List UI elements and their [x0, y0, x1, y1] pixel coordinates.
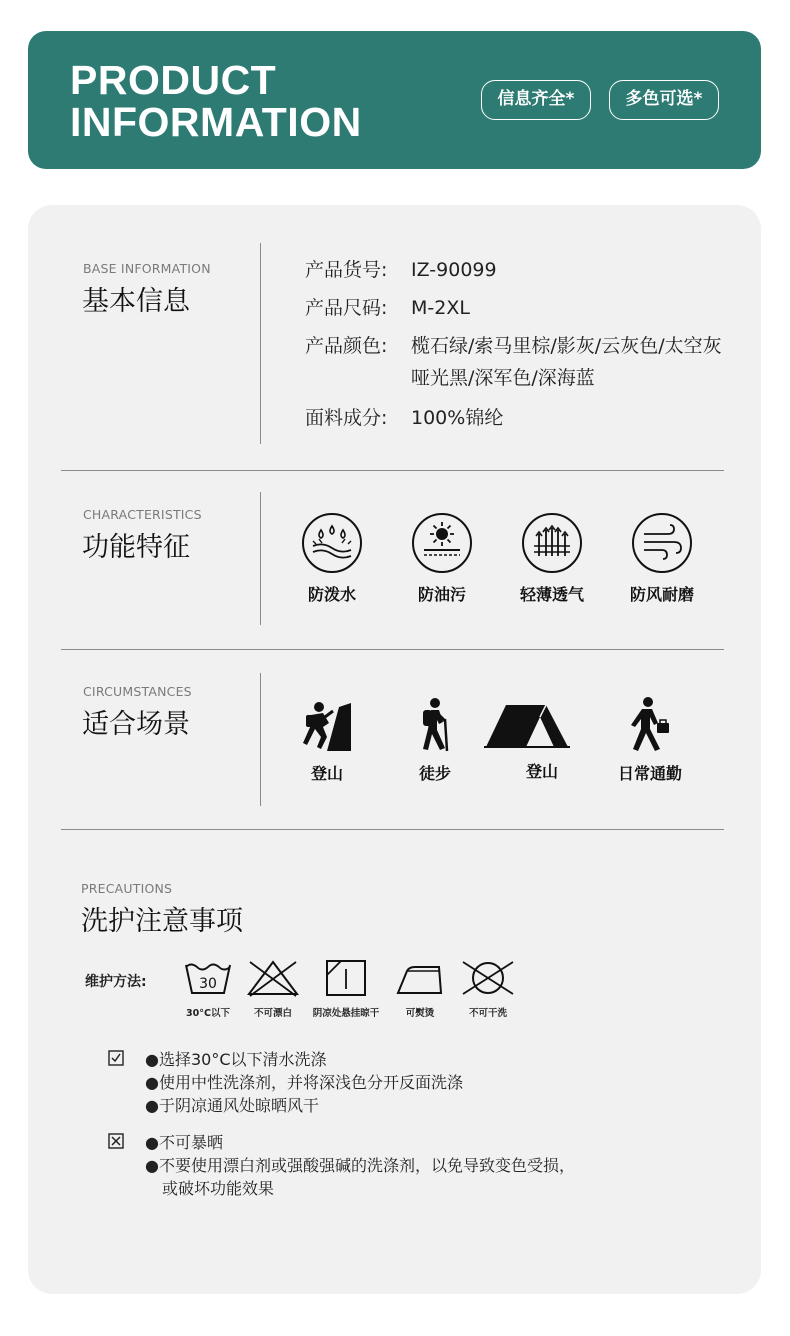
scene-climbing — [272, 695, 382, 784]
scene-label: 日常通勤 — [617, 764, 682, 783]
base-info-heading-en: BASE INFORMATION — [83, 261, 211, 276]
scene-label: 徒步 — [418, 764, 451, 783]
info-value: 榄石绿/索马里棕/影灰/云灰色/太空灰 — [411, 335, 722, 357]
feature-label: 防风耐磨 — [629, 585, 694, 604]
badge-multi-color: 多色可选* — [609, 80, 719, 120]
wash-temp-value: 30 — [199, 976, 217, 992]
care-caption: 可熨烫 — [405, 1008, 435, 1019]
info-value: 100%锦纶 — [411, 407, 504, 429]
iron-icon — [395, 959, 445, 997]
care-method-label: 维护方法: — [85, 974, 147, 990]
care-caption: 30°C以下 — [186, 1008, 230, 1019]
characteristics-heading-en: CHARACTERISTICS — [83, 507, 202, 522]
feature-label: 防油污 — [417, 585, 466, 604]
info-label: 产品尺码: — [305, 297, 388, 319]
scene-label: 登山 — [310, 764, 343, 783]
info-row-fabric — [305, 403, 503, 433]
divider-horizontal — [61, 470, 724, 471]
windproof-icon — [631, 512, 693, 574]
info-value: M-2XL — [411, 297, 470, 319]
care-dont-item: ●不要使用漂白剂或强酸强碱的洗涤剂，以免导致变色受损， — [145, 1156, 575, 1175]
info-label: 产品货号: — [305, 259, 388, 281]
care-no-bleach — [233, 959, 313, 1019]
divider-horizontal — [61, 649, 724, 650]
info-row-size — [305, 293, 470, 323]
divider-vertical — [260, 243, 261, 444]
info-label: 产品颜色: — [305, 335, 388, 357]
care-line-dry-shade — [306, 959, 386, 1019]
tent-icon — [484, 697, 570, 753]
info-value: IZ-90099 — [411, 259, 497, 281]
page-title — [70, 59, 362, 143]
info-row-color — [305, 331, 722, 361]
no-bleach-icon — [246, 959, 300, 997]
feature-oil-resistant — [387, 512, 497, 605]
care-do-item: ●使用中性洗涤剂，并将深浅色分开反面洗涤 — [145, 1073, 463, 1092]
hiking-icon — [405, 695, 465, 755]
water-repellent-icon — [301, 512, 363, 574]
no-dry-clean-icon — [460, 959, 516, 997]
scene-hiking — [380, 695, 490, 784]
care-dont-item: ●不可暴晒 — [145, 1133, 223, 1152]
divider-horizontal — [61, 829, 724, 830]
base-info-heading: 基本信息 — [82, 286, 190, 317]
wash-30-icon — [183, 959, 233, 997]
divider-vertical — [260, 673, 261, 806]
info-label: 面料成分: — [305, 407, 388, 429]
title-line-2: INFORMATION — [70, 99, 362, 145]
care-do-item: ●于阴凉通风处晾晒风干 — [145, 1096, 319, 1115]
breathable-icon — [521, 512, 583, 574]
precautions-heading-en: PRECAUTIONS — [81, 881, 173, 896]
care-no-dry-clean — [448, 959, 528, 1019]
care-do-item: ●选择30°C以下清水洗涤 — [145, 1050, 327, 1069]
line-dry-shade-icon — [325, 959, 367, 997]
circumstances-heading-en: CIRCUMSTANCES — [83, 684, 192, 699]
care-caption: 不可漂白 — [253, 1008, 292, 1019]
check-box-icon — [108, 1050, 124, 1066]
commute-icon — [620, 695, 680, 755]
feature-water-repellent — [277, 512, 387, 605]
circumstances-heading: 适合场景 — [82, 709, 190, 740]
climbing-icon — [297, 695, 357, 755]
divider-vertical — [260, 492, 261, 625]
info-value-continued: 哑光黑/深军色/深海蓝 — [411, 367, 595, 389]
cross-box-icon — [108, 1133, 124, 1149]
scene-label: 登山 — [525, 762, 558, 781]
info-row-sku — [305, 255, 497, 285]
scene-commute — [595, 695, 705, 784]
precautions-heading: 洗护注意事项 — [81, 906, 243, 937]
title-line-1: PRODUCT — [70, 57, 277, 103]
oil-resistant-icon — [411, 512, 473, 574]
characteristics-heading: 功能特征 — [82, 532, 190, 563]
feature-label: 防泼水 — [307, 585, 356, 604]
feature-breathable — [497, 512, 607, 605]
header-banner — [28, 31, 761, 169]
badge-complete-info: 信息齐全* — [481, 80, 591, 120]
care-caption: 不可干洗 — [468, 1008, 507, 1019]
feature-windproof — [607, 512, 717, 605]
info-card — [28, 205, 761, 1294]
feature-label: 轻薄透气 — [519, 585, 584, 604]
care-caption: 阴凉处悬挂晾干 — [312, 1008, 380, 1019]
care-dont-item: 或破坏功能效果 — [162, 1179, 275, 1198]
scene-camping — [487, 697, 597, 782]
